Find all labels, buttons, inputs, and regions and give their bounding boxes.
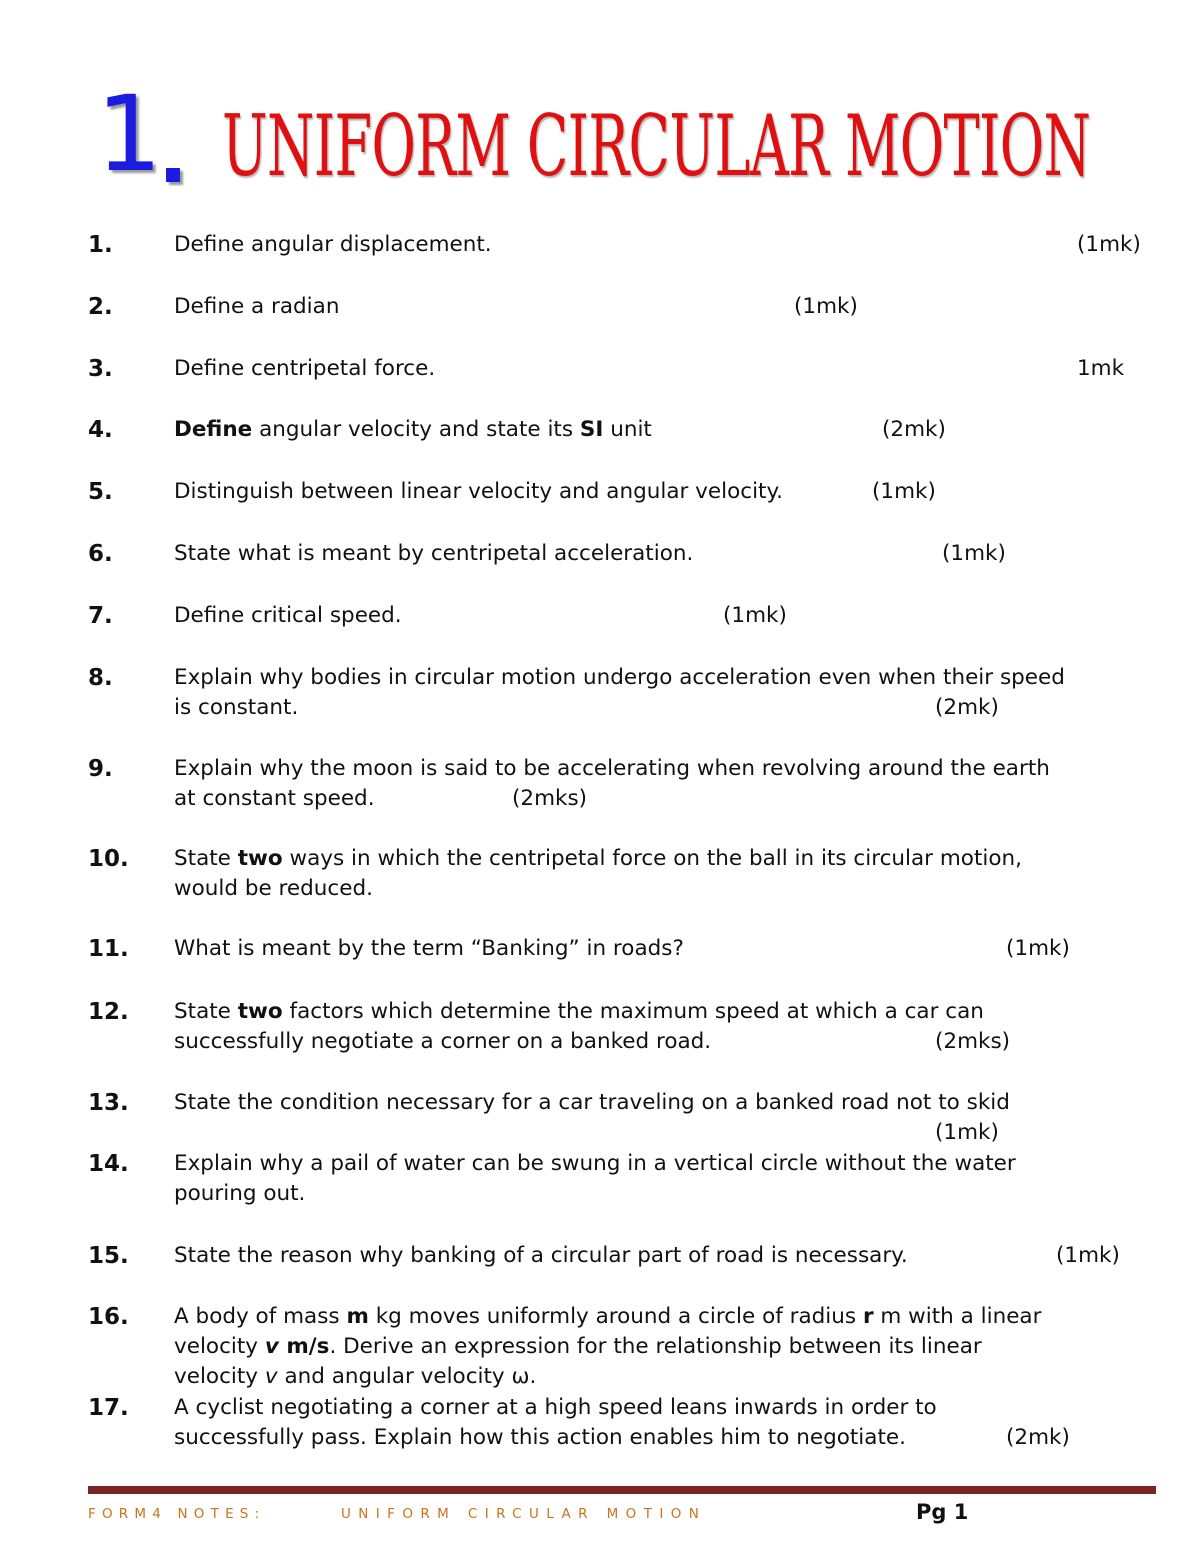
question-number: 11. bbox=[88, 936, 129, 962]
question-number: 10. bbox=[88, 846, 129, 872]
question-text-continued: at constant speed. bbox=[174, 786, 375, 811]
question-text-continued: would be reduced. bbox=[174, 876, 373, 901]
question-text: Explain why a pail of water can be swung in a vertical circle without the water bbox=[174, 1151, 1016, 1176]
question-text-continued: is constant. bbox=[174, 695, 299, 720]
question-number: 4. bbox=[88, 417, 113, 443]
marks-label: (1mk) bbox=[723, 603, 787, 628]
chapter-number-dot bbox=[166, 168, 180, 182]
footer-topic-label: UNIFORM CIRCULAR MOTION bbox=[341, 1506, 707, 1522]
question-text: A cyclist negotiating a corner at a high speed leans inwards in order to bbox=[174, 1395, 937, 1420]
question-number: 9. bbox=[88, 756, 113, 782]
marks-label: (1mk) bbox=[794, 294, 858, 319]
question-text-continued: velocity v and angular velocity ω. bbox=[174, 1364, 537, 1389]
question-number: 7. bbox=[88, 603, 113, 629]
question-number: 2. bbox=[88, 294, 113, 320]
marks-label: (2mk) bbox=[1006, 1425, 1070, 1450]
question-number: 15. bbox=[88, 1243, 129, 1269]
question-number: 8. bbox=[88, 665, 113, 691]
question-text: Define centripetal force. bbox=[174, 356, 436, 381]
question-text: A body of mass m kg moves uniformly around a circle of radius r m with a linear bbox=[174, 1304, 1042, 1329]
question-number: 5. bbox=[88, 479, 113, 505]
marks-label: (1mk) bbox=[935, 1120, 999, 1145]
question-number: 17. bbox=[88, 1395, 129, 1421]
question-text: Explain why bodies in circular motion undergo acceleration even when their speed bbox=[174, 665, 1065, 690]
marks-label: 1mk bbox=[1077, 356, 1125, 381]
question-text-continued: velocity v m/s. Derive an expression for the relationship between its linear bbox=[174, 1334, 982, 1359]
question-text-continued: pouring out. bbox=[174, 1181, 306, 1206]
question-number: 12. bbox=[88, 999, 129, 1025]
marks-label: (2mk) bbox=[882, 417, 946, 442]
question-number: 13. bbox=[88, 1090, 129, 1116]
chapter-title: UNIFORM CIRCULAR MOTION bbox=[222, 97, 1091, 195]
question-text: Distinguish between linear velocity and angular velocity. bbox=[174, 479, 783, 504]
marks-label: (1mk) bbox=[872, 479, 936, 504]
question-text: State the reason why banking of a circular part of road is necessary. bbox=[174, 1243, 908, 1268]
question-text: Define critical speed. bbox=[174, 603, 402, 628]
question-text: What is meant by the term “Banking” in roads? bbox=[174, 936, 684, 961]
question-number: 6. bbox=[88, 541, 113, 567]
question-text: Explain why the moon is said to be accelerating when revolving around the earth bbox=[174, 756, 1050, 781]
question-text-continued: successfully negotiate a corner on a banked road. bbox=[174, 1029, 712, 1054]
question-number: 14. bbox=[88, 1151, 129, 1177]
page-number: Pg 1 bbox=[916, 1500, 969, 1524]
footer-course-label: FORM4 NOTES: bbox=[88, 1506, 266, 1522]
marks-label: (1mk) bbox=[942, 541, 1006, 566]
question-text-continued: successfully pass. Explain how this action enables him to negotiate. bbox=[174, 1425, 906, 1450]
question-number: 1. bbox=[88, 232, 113, 258]
question-text: Define a radian bbox=[174, 294, 340, 319]
marks-label: (2mk) bbox=[935, 695, 999, 720]
chapter-number: 1 bbox=[96, 73, 163, 195]
marks-label: (1mk) bbox=[1056, 1243, 1120, 1268]
question-text: State what is meant by centripetal acceleration. bbox=[174, 541, 694, 566]
question-text: State two ways in which the centripetal force on the ball in its circular motion, bbox=[174, 846, 1022, 871]
marks-label: (1mk) bbox=[1006, 936, 1070, 961]
question-text: Define angular displacement. bbox=[174, 232, 492, 257]
question-text: State the condition necessary for a car traveling on a banked road not to skid bbox=[174, 1090, 1010, 1115]
question-text: State two factors which determine the maximum speed at which a car can bbox=[174, 999, 984, 1024]
marks-label: (1mk) bbox=[1077, 232, 1141, 257]
footer-divider bbox=[88, 1486, 1156, 1494]
question-text: Define angular velocity and state its SI unit bbox=[174, 417, 652, 442]
marks-label: (2mks) bbox=[512, 786, 588, 811]
question-number: 3. bbox=[88, 356, 113, 382]
marks-label: (2mks) bbox=[935, 1029, 1011, 1054]
question-number: 16. bbox=[88, 1304, 129, 1330]
